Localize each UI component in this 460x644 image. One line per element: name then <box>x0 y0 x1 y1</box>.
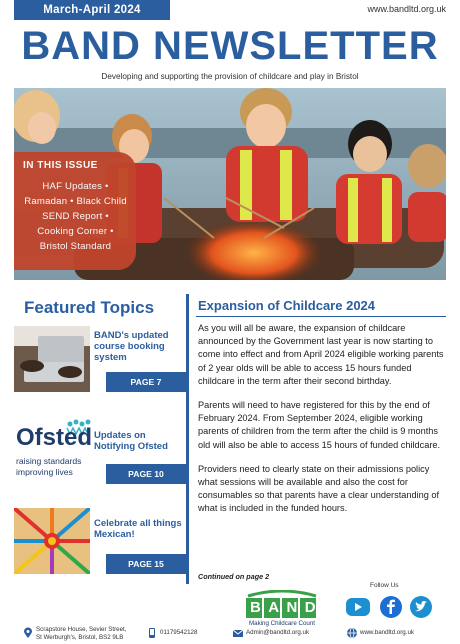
article-title: Expansion of Childcare 2024 <box>198 298 376 313</box>
phone-icon <box>146 626 158 638</box>
laptop-image <box>14 326 90 392</box>
address-line-2: St Werburgh's, Bristol, BS2 9LB <box>36 633 124 641</box>
in-this-issue-box <box>14 152 136 270</box>
ofsted-tagline-1: raising standards <box>16 456 82 466</box>
topic-notifying-ofsted[interactable] <box>14 418 184 488</box>
band-tagline: Making Childcare Count <box>248 620 316 627</box>
ofsted-tagline-2: improving lives <box>16 467 73 477</box>
band-logo <box>242 590 322 630</box>
article-paragraph: Providers need to clearly state on their admissions policy what sessions will be available and also the cost for consumables so that parents have a clear understanding of what is included in the funded hours. <box>198 463 440 514</box>
in-this-issue-list: HAF Updates • Ramadan • Black Child SEND Report • Cooking Corner • Bristol Standard <box>24 181 127 252</box>
address-line-1: Scrapstore House, Sevier Street, <box>36 626 127 633</box>
footer-address <box>36 626 126 641</box>
youtube-icon[interactable] <box>346 598 370 616</box>
header-url[interactable]: www.bandltd.org.uk <box>367 4 446 14</box>
ofsted-logo <box>14 418 94 484</box>
featured-topics-heading: Featured Topics <box>24 298 155 317</box>
article-paragraph: As you will all be aware, the expansion of childcare announced by the Government last year is now starting to come into effect and from April 2024 eligible working parents of 2 year olds will be able to access 15 hours funded childcare in the term after their second birthday. <box>198 323 444 386</box>
location-icon <box>22 626 34 638</box>
date-badge: March-April 2024 <box>14 0 170 20</box>
mexican-art-image <box>14 508 90 574</box>
page-10-button[interactable]: PAGE 10 <box>106 464 186 484</box>
footer-phone[interactable]: 01179542128 <box>160 629 198 636</box>
article-rule <box>196 316 446 317</box>
topic-course-booking[interactable] <box>14 326 184 396</box>
topic-mexican[interactable] <box>14 508 184 578</box>
footer-email[interactable]: Admin@bandltd.org.uk <box>246 629 310 636</box>
page-15-button[interactable]: PAGE 15 <box>106 554 186 574</box>
article-paragraph: Parents will need to have registered for this by the end of February 2024. From September 2024, eligible working parents of children from the term after the child is 9 months old will also be able to access 15 hours of funded childcare. <box>198 400 441 450</box>
ofsted-word: Ofsted <box>16 424 93 451</box>
twitter-icon[interactable] <box>410 596 432 618</box>
facebook-icon[interactable] <box>380 596 402 618</box>
follow-us-label: Follow Us <box>370 582 399 589</box>
in-this-issue-heading: IN THIS ISSUE <box>23 160 98 171</box>
globe-icon <box>346 626 358 638</box>
email-icon <box>232 626 244 638</box>
article-body <box>198 322 450 527</box>
topic-text: Celebrate all things Mexican! <box>94 518 182 540</box>
topic-text: Updates on Notifying Ofsted <box>94 430 168 452</box>
continued-note: Continued on page 2 <box>198 572 270 581</box>
newsletter-subtitle: Developing and supporting the provision of childcare and play in Bristol <box>101 72 359 81</box>
topic-text: BAND's updated course booking system <box>94 330 169 363</box>
page-7-button[interactable]: PAGE 7 <box>106 372 186 392</box>
band-logo-text: BAND <box>250 599 323 616</box>
column-divider <box>186 294 189 584</box>
footer-website[interactable]: www.bandltd.org.uk <box>360 629 414 636</box>
newsletter-title: BAND NEWSLETTER <box>21 24 439 68</box>
